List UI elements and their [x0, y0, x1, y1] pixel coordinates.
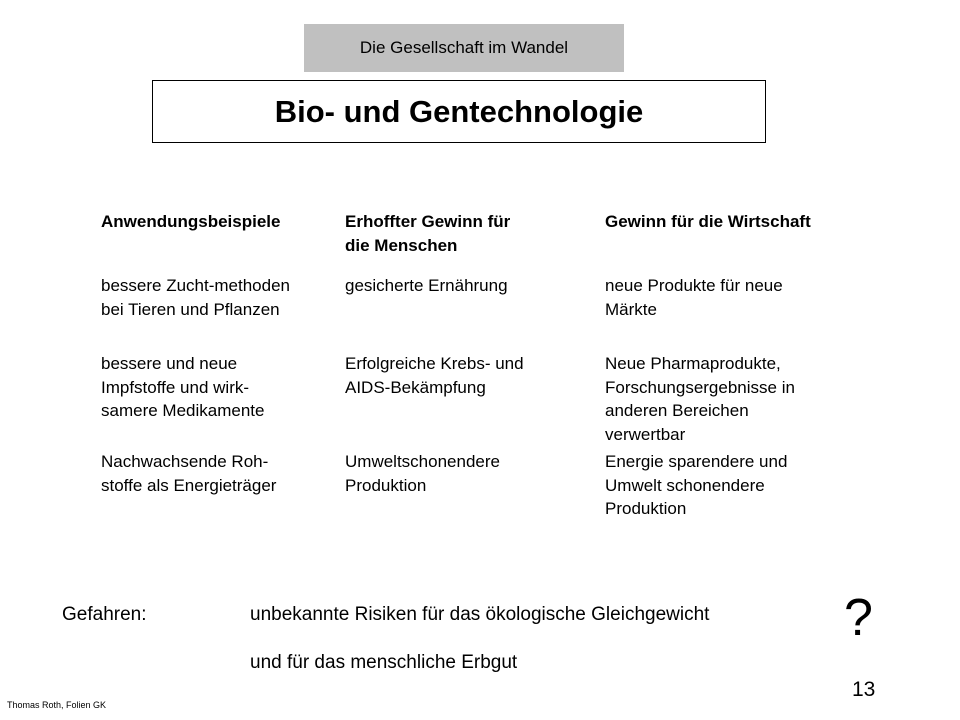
title-box — [152, 80, 766, 143]
page-title: Bio- und Gentechnologie — [274, 93, 644, 129]
dangers-label: Gefahren: — [62, 604, 147, 625]
table-cell: Umweltschonendere Produktion — [345, 452, 500, 495]
subtitle-text: Die Gesellschaft im Wandel — [359, 38, 569, 57]
table-cell: Neue Pharmaprodukte, Forschungsergebnisse in anderen Bereichen verwertbar — [605, 354, 795, 444]
subtitle-box — [304, 24, 624, 72]
author-footer: Thomas Roth, Folien GK — [7, 700, 107, 710]
header-cell: Erhoffter Gewinn für die Menschen — [345, 212, 511, 255]
question-mark: ? — [844, 589, 873, 647]
dangers-text-line: und für das menschliche Erbgut — [250, 652, 518, 673]
table-cell: Energie sparendere und Umwelt schonendere Produktion — [605, 452, 788, 518]
dangers-text-line: unbekannte Risiken für das ökologische Gleichgewicht — [250, 604, 710, 625]
table-cell: bessere Zucht-methoden bei Tieren und Pflanzen — [101, 276, 290, 319]
table-cell: Erfolgreiche Krebs- und AIDS-Bekämpfung — [345, 354, 524, 397]
header-cell: Gewinn für die Wirtschaft — [605, 212, 811, 231]
table-cell: bessere und neue Impfstoffe und wirk- samere Medikamente — [101, 354, 265, 420]
table-cell: Nachwachsende Roh- stoffe als Energieträger — [101, 452, 277, 495]
header-cell: Anwendungsbeispiele — [101, 212, 281, 231]
page-number: 13 — [852, 678, 876, 701]
table-cell: gesicherte Ernährung — [345, 276, 508, 295]
table-cell: neue Produkte für neue Märkte — [605, 276, 783, 319]
